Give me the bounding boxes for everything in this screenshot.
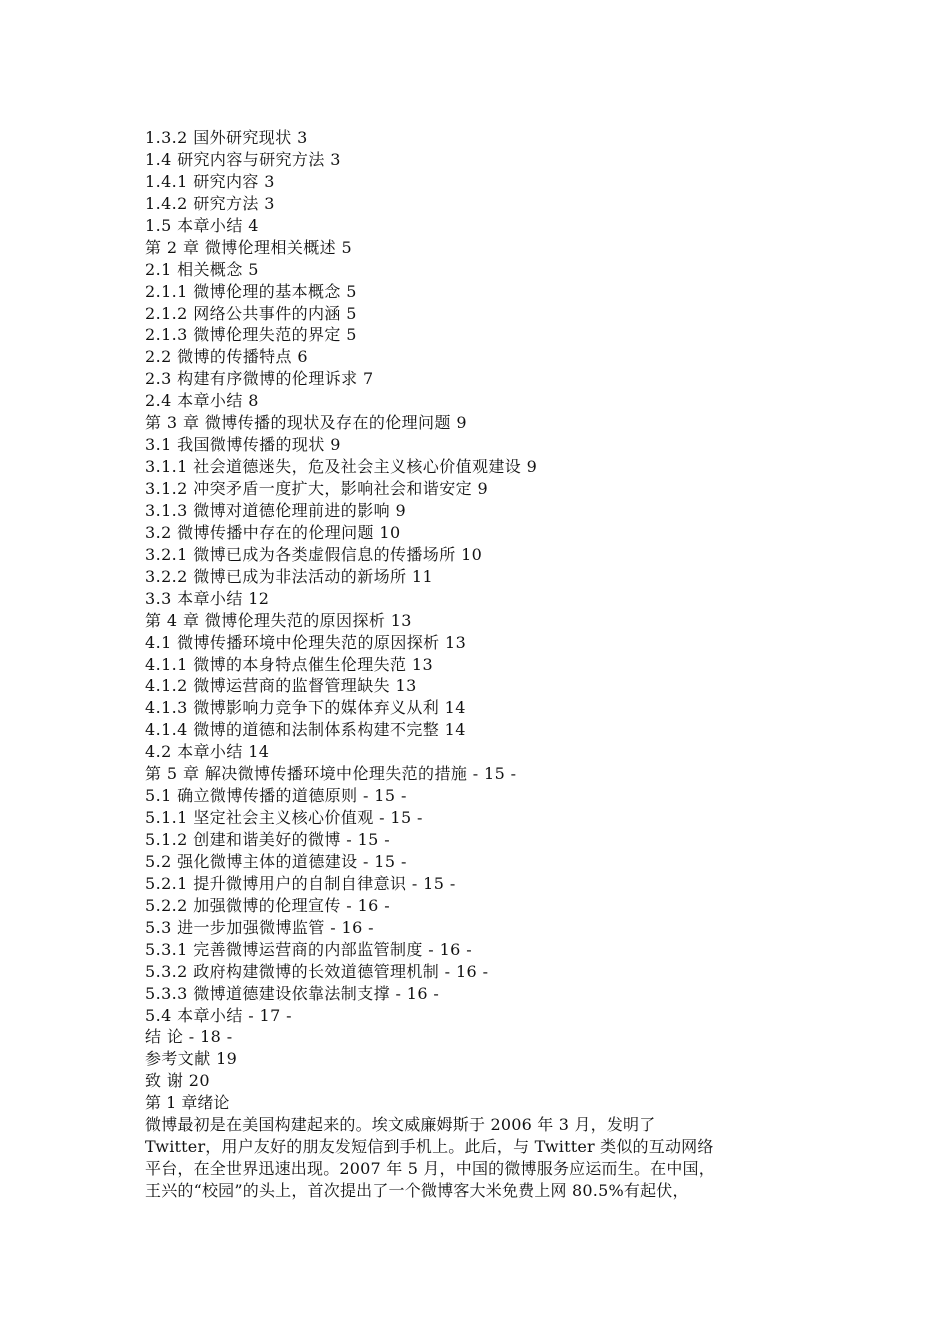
- toc-entry: 4.1.2 微博运营商的监督管理缺失 13: [145, 676, 417, 696]
- toc-entry: 1.5 本章小结 4: [145, 215, 259, 235]
- toc-entry: 3.1.2 冲突矛盾一度扩大，影响社会和谐安定 9: [145, 479, 489, 498]
- toc-entry: 4.1.3 微博影响力竞争下的媒体弃义从利 14: [145, 698, 466, 718]
- toc-entry: 1.3.2 国外研究现状 3: [145, 128, 308, 147]
- toc-entry: 5.1 确立微博传播的道德原则 - 15 -: [145, 786, 407, 806]
- toc-entry: 4.1.1 微博的本身特点催生伦理失范 13: [145, 654, 434, 674]
- toc-entry: 2.1.3 微博伦理失范的界定 5: [145, 325, 357, 345]
- toc-entry: 3.3 本章小结 12: [145, 588, 270, 608]
- toc-entry: 5.2.2 加强微博的伦理宣传 - 16 -: [145, 895, 391, 915]
- toc-entry: 5.2 强化微博主体的道德建设 - 15 -: [145, 851, 407, 871]
- toc-entry: 结 论 - 18 -: [145, 1027, 233, 1047]
- toc-entry: 2.1.1 微博伦理的基本概念 5: [145, 281, 357, 301]
- toc-entry: 1.4.2 研究方法 3: [145, 193, 275, 213]
- toc-chapter: 第 3 章 微博传播的现状及存在的伦理问题 9: [145, 413, 467, 433]
- toc-entry: 5.1.2 创建和谐美好的微博 - 15 -: [145, 830, 391, 849]
- toc-entry: 1.4 研究内容与研究方法 3: [145, 149, 341, 169]
- toc-entry: 3.1.3 微博对道德伦理前进的影响 9: [145, 500, 407, 520]
- paragraph-line: 王兴的“校园”的头上，首次提出了一个微博客大米免费上网 80.5%有起伏，: [145, 1181, 689, 1201]
- toc-entry: 5.4 本章小结 - 17 -: [145, 1005, 292, 1025]
- toc-entry: 致 谢 20: [145, 1071, 210, 1091]
- toc-entry: 4.2 本章小结 14: [145, 742, 270, 762]
- paragraph-line: 平台，在全世界迅速出现。2007 年 5 月，中国的微博服务应运而生。在中国，: [145, 1159, 715, 1179]
- toc-entry: 3.2.1 微博已成为各类虚假信息的传播场所 10: [145, 544, 483, 564]
- toc-entry: 2.1.2 网络公共事件的内涵 5: [145, 303, 357, 323]
- document-page: [145, 127, 825, 1202]
- toc-entry: 3.2 微博传播中存在的伦理问题 10: [145, 522, 401, 542]
- toc-entry: 参考文献 19: [145, 1049, 238, 1069]
- chapter-heading: 第 1 章绪论: [145, 1093, 230, 1113]
- toc-entry: 1.4.1 研究内容 3: [145, 171, 275, 191]
- toc-entry: 5.3.1 完善微博运营商的内部监管制度 - 16 -: [145, 939, 473, 959]
- toc-chapter: 第 2 章 微博伦理相关概述 5: [145, 237, 353, 257]
- toc-entry: 2.4 本章小结 8: [145, 391, 259, 411]
- toc-entry: 3.2.2 微博已成为非法活动的新场所 11: [145, 566, 434, 586]
- toc-chapter: 第 4 章 微博伦理失范的原因探析 13: [145, 610, 412, 630]
- toc-entry: 2.2 微博的传播特点 6: [145, 347, 308, 367]
- toc-entry: 5.3.3 微博道德建设依靠法制支撑 - 16 -: [145, 983, 440, 1003]
- toc-entry: 2.3 构建有序微博的伦理诉求 7: [145, 369, 374, 389]
- paragraph-line: Twitter，用户友好的朋友发短信到手机上。此后，与 Twitter 类似的互动网络: [145, 1137, 714, 1157]
- body-paragraph: [145, 1114, 825, 1202]
- toc-entry: 2.1 相关概念 5: [145, 259, 259, 279]
- toc-entry: 3.1 我国微博传播的现状 9: [145, 435, 341, 455]
- toc-chapter: 第 5 章 解决微博传播环境中伦理失范的措施 - 15 -: [145, 764, 517, 784]
- toc-entry: 5.1.1 坚定社会主义核心价值观 - 15 -: [145, 808, 423, 828]
- table-of-contents: [145, 127, 825, 1092]
- toc-entry: 4.1.4 微博的道德和法制体系构建不完整 14: [145, 720, 466, 740]
- toc-entry: 4.1 微博传播环境中伦理失范的原因探析 13: [145, 632, 467, 652]
- toc-entry: 5.3 进一步加强微博监管 - 16 -: [145, 917, 374, 937]
- paragraph-line: 微博最初是在美国构建起来的。埃文威廉姆斯于 2006 年 3 月，发明了: [145, 1115, 656, 1135]
- toc-entry: 5.3.2 政府构建微博的长效道德管理机制 - 16 -: [145, 961, 489, 981]
- toc-entry: 3.1.1 社会道德迷失，危及社会主义核心价值观建设 9: [145, 457, 538, 477]
- toc-entry: 5.2.1 提升微博用户的自制自律意识 - 15 -: [145, 873, 456, 893]
